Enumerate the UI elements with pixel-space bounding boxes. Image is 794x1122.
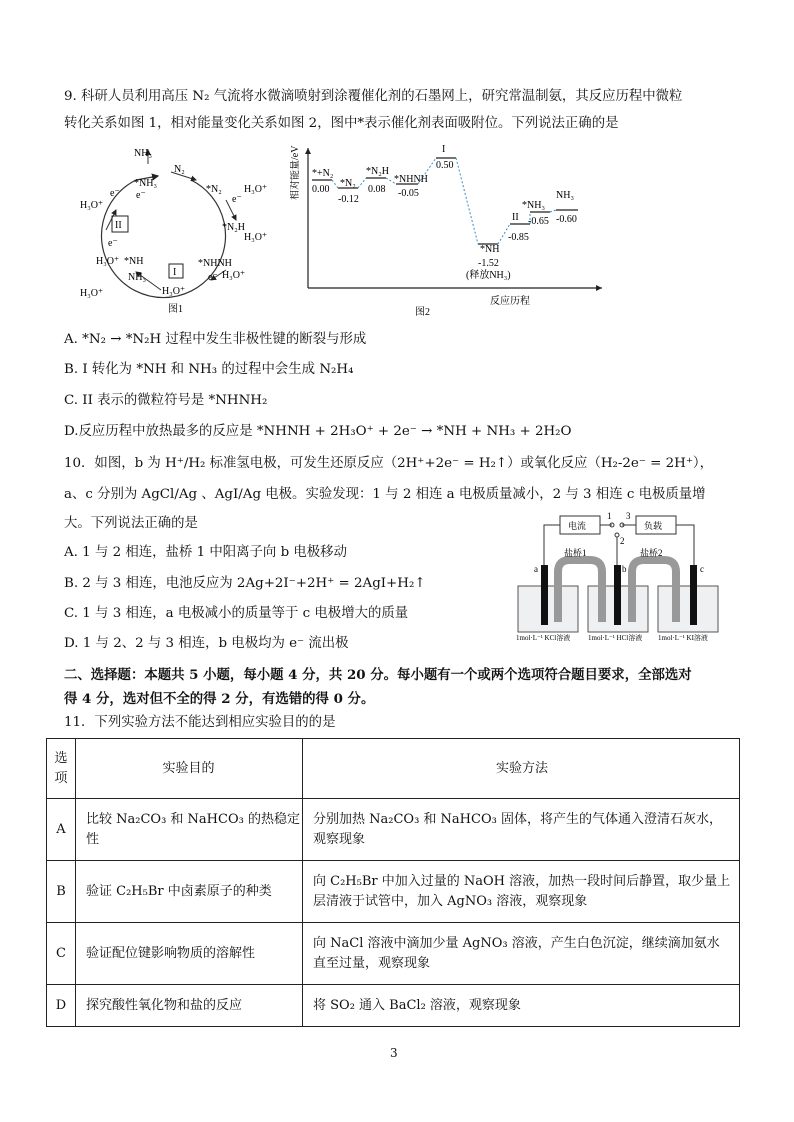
salt-bridge-2-label: 盐桥2 <box>640 548 663 558</box>
q10-line3: 大。下列说法正确的是 <box>64 516 198 531</box>
figure2-caption: 图2 <box>415 307 430 318</box>
q11-stem: 11．下列实验方法不能达到相应实验目的的是 <box>64 715 336 730</box>
fig2-species: *NH <box>480 244 500 255</box>
fig1-node: e⁻ <box>208 272 218 283</box>
q9-option-b[interactable]: B. I 转化为 *NH 和 NH₃ 的过程中会生成 N₂H₄ <box>64 362 354 377</box>
fig1-node: e⁻ <box>232 194 242 205</box>
fig2-energy: 0.00 <box>312 184 330 195</box>
fig2-energy: -0.85 <box>508 232 529 243</box>
fig2-species: NH₃ <box>556 190 574 201</box>
fig2-energy: -0.05 <box>398 188 419 199</box>
fig1-node: e⁻ <box>110 188 120 199</box>
fig2-energy: -1.52 <box>478 258 499 269</box>
terminal-number: 2 <box>620 536 625 546</box>
q10-option-c[interactable]: C. 1 与 3 相连，a 电极减小的质量等于 c 电极增大的质量 <box>64 606 409 621</box>
fig1-node: I <box>173 267 177 278</box>
q10-line2: a、c 分别为 AgCl/Ag 、AgI/Ag 电极。实验发现：1 与 2 相连 a 电极质量减小，2 与 3 相连 c 电极质量增 <box>64 487 706 502</box>
fig2-energy: -0.60 <box>556 214 577 225</box>
fig2-species: *N₂ <box>340 178 356 189</box>
electrode-label: a <box>534 564 538 574</box>
solution-label: 1mol·L⁻¹ KCl溶液 <box>516 634 571 642</box>
solution-label: 1mol·L⁻¹ HCl溶液 <box>588 634 643 642</box>
q11-table <box>46 738 740 1027</box>
q10-line1: 10．如图，b 为 H⁺/H₂ 标准氢电极，可发生还原反应（2H⁺+2e⁻ = H₂↑）或氧化反应（H₂-2e⁻ = 2H⁺）， <box>64 456 713 471</box>
electrode-label: b <box>622 564 627 574</box>
table-row[interactable] <box>47 799 740 861</box>
fig1-node: H₃O⁺ <box>244 184 268 195</box>
fig2-ylabel: 相对能量/eV <box>290 145 301 200</box>
cycle-arc <box>101 180 225 298</box>
fig2-energy: 0.08 <box>368 184 386 195</box>
load-box-label: 负载 <box>644 521 663 531</box>
fig2-species: *+N₂ <box>312 168 334 179</box>
page-number: 3 <box>390 1046 398 1060</box>
header-method: 实验方法 <box>303 739 740 799</box>
fig1-node: II <box>115 220 122 231</box>
fig1-node: e⁻ <box>136 190 146 201</box>
row-method: 向 NaCl 溶液中滴加少量 AgNO₃ 溶液，产生白色沉淀，继续滴加氨水直至过量，观察现象 <box>303 923 740 985</box>
section2-heading-line1: 二、选择题：本题共 5 小题，每小题 4 分，共 20 分。每小题有一个或两个选项符合题目要求，全部选对 <box>64 667 692 683</box>
fig1-node: H₃O⁺ <box>222 270 246 281</box>
row-option: D <box>47 985 76 1027</box>
q9-line1: 9. 科研人员利用高压 N₂ 气流将水微滴喷射到涂覆催化剂的石墨网上，研究常温制氨，其反应历程中微粒 <box>64 89 683 104</box>
header-purpose: 实验目的 <box>76 739 303 799</box>
fig1-node: *NHNH <box>198 258 232 269</box>
fig2-mark: I <box>442 144 446 155</box>
fig1-node: NH₃ <box>134 148 152 159</box>
row-method: 分别加热 Na₂CO₃ 和 NaHCO₃ 固体，将产生的气体通入澄清石灰水，观察现象 <box>303 799 740 861</box>
figure1-caption: 图1 <box>168 304 183 315</box>
fig2-energy: 0.50 <box>436 160 454 171</box>
figure2-energy-profile <box>290 140 620 320</box>
fig1-node: *N₂H <box>222 222 245 233</box>
current-box-label: 电流 <box>568 521 587 531</box>
q10-option-b[interactable]: B. 2 与 3 相连，电池反应为 2Ag+2I⁻+2H⁺ = 2AgI+H₂↑ <box>64 576 426 591</box>
fig2-note: (释放NH₃) <box>466 270 511 281</box>
fig1-node: e⁻ <box>108 238 118 249</box>
fig1-node: N₂ <box>174 164 185 175</box>
row-purpose: 比较 Na₂CO₃ 和 NaHCO₃ 的热稳定性 <box>76 799 303 861</box>
figure1-reaction-cycle <box>76 140 286 315</box>
table-row[interactable] <box>47 861 740 923</box>
section2-heading-line2: 得 4 分，选对但不全的得 2 分，有选错的得 0 分。 <box>64 691 375 707</box>
q10-option-d[interactable]: D. 1 与 2、2 与 3 相连，b 电极均为 e⁻ 流出极 <box>64 636 349 651</box>
salt-bridge-1-label: 盐桥1 <box>564 548 587 558</box>
fig2-energy: -0.12 <box>338 194 359 205</box>
table-row[interactable] <box>47 985 740 1027</box>
q9-option-d[interactable]: D.反应历程中放热最多的反应是 *NHNH + 2H₃O⁺ + 2e⁻ → *NH + NH₃ + 2H₂O <box>64 424 572 439</box>
fig1-node: H₃O⁺ <box>80 288 104 299</box>
q9-option-a[interactable]: A. *N₂ → *N₂H 过程中发生非极性键的断裂与形成 <box>64 332 367 347</box>
row-option: B <box>47 861 76 923</box>
header-option: 选 项 <box>47 739 76 799</box>
fig1-node: *N₂ <box>206 184 222 195</box>
fig1-node: *NH <box>124 256 144 267</box>
row-purpose: 验证 C₂H₅Br 中卤素原子的种类 <box>76 861 303 923</box>
row-option: A <box>47 799 76 861</box>
solution-label: 1mol·L⁻¹ KI溶液 <box>658 634 708 642</box>
fig1-node: NH₃ <box>128 272 146 283</box>
terminal-number: 3 <box>626 511 631 521</box>
fig1-node: H₃O⁺ <box>244 232 268 243</box>
fig1-node: H₃O⁺ <box>96 256 120 267</box>
fig1-node: H₃O⁺ <box>162 286 186 297</box>
row-option: C <box>47 923 76 985</box>
q9-option-c[interactable]: C. II 表示的微粒符号是 *NHNH₂ <box>64 393 268 408</box>
fig2-mark: II <box>512 212 519 223</box>
electrode-label: c <box>700 564 704 574</box>
row-method: 将 SO₂ 通入 BaCl₂ 溶液，观察现象 <box>303 985 740 1027</box>
fig2-species: *NH₃ <box>522 200 545 211</box>
fig1-node: *NH₃ <box>134 178 157 189</box>
row-purpose: 验证配位键影响物质的溶解性 <box>76 923 303 985</box>
row-purpose: 探究酸性氧化物和盐的反应 <box>76 985 303 1027</box>
fig2-species: *N₂H <box>366 166 389 177</box>
fig2-energy: -0.65 <box>528 216 549 227</box>
terminal-number: 1 <box>607 511 612 521</box>
q9-line2: 转化关系如图 1，相对能量变化关系如图 2，图中*表示催化剂表面吸附位。下列说法正确的是 <box>64 116 619 131</box>
table-header-row <box>47 739 740 799</box>
fig1-node: H₃O⁺ <box>80 200 104 211</box>
row-method: 向 C₂H₅Br 中加入过量的 NaOH 溶液，加热一段时间后静置，取少量上层清液于试管中，加入 AgNO₃ 溶液，观察现象 <box>303 861 740 923</box>
fig2-species: *NHNH <box>394 174 428 185</box>
fig2-xlabel: 反应历程 <box>490 296 530 307</box>
q10-option-a[interactable]: A. 1 与 2 相连，盐桥 1 中阳离子向 b 电极移动 <box>64 545 347 560</box>
table-row[interactable] <box>47 923 740 985</box>
electrochemical-cell-figure <box>508 510 728 642</box>
